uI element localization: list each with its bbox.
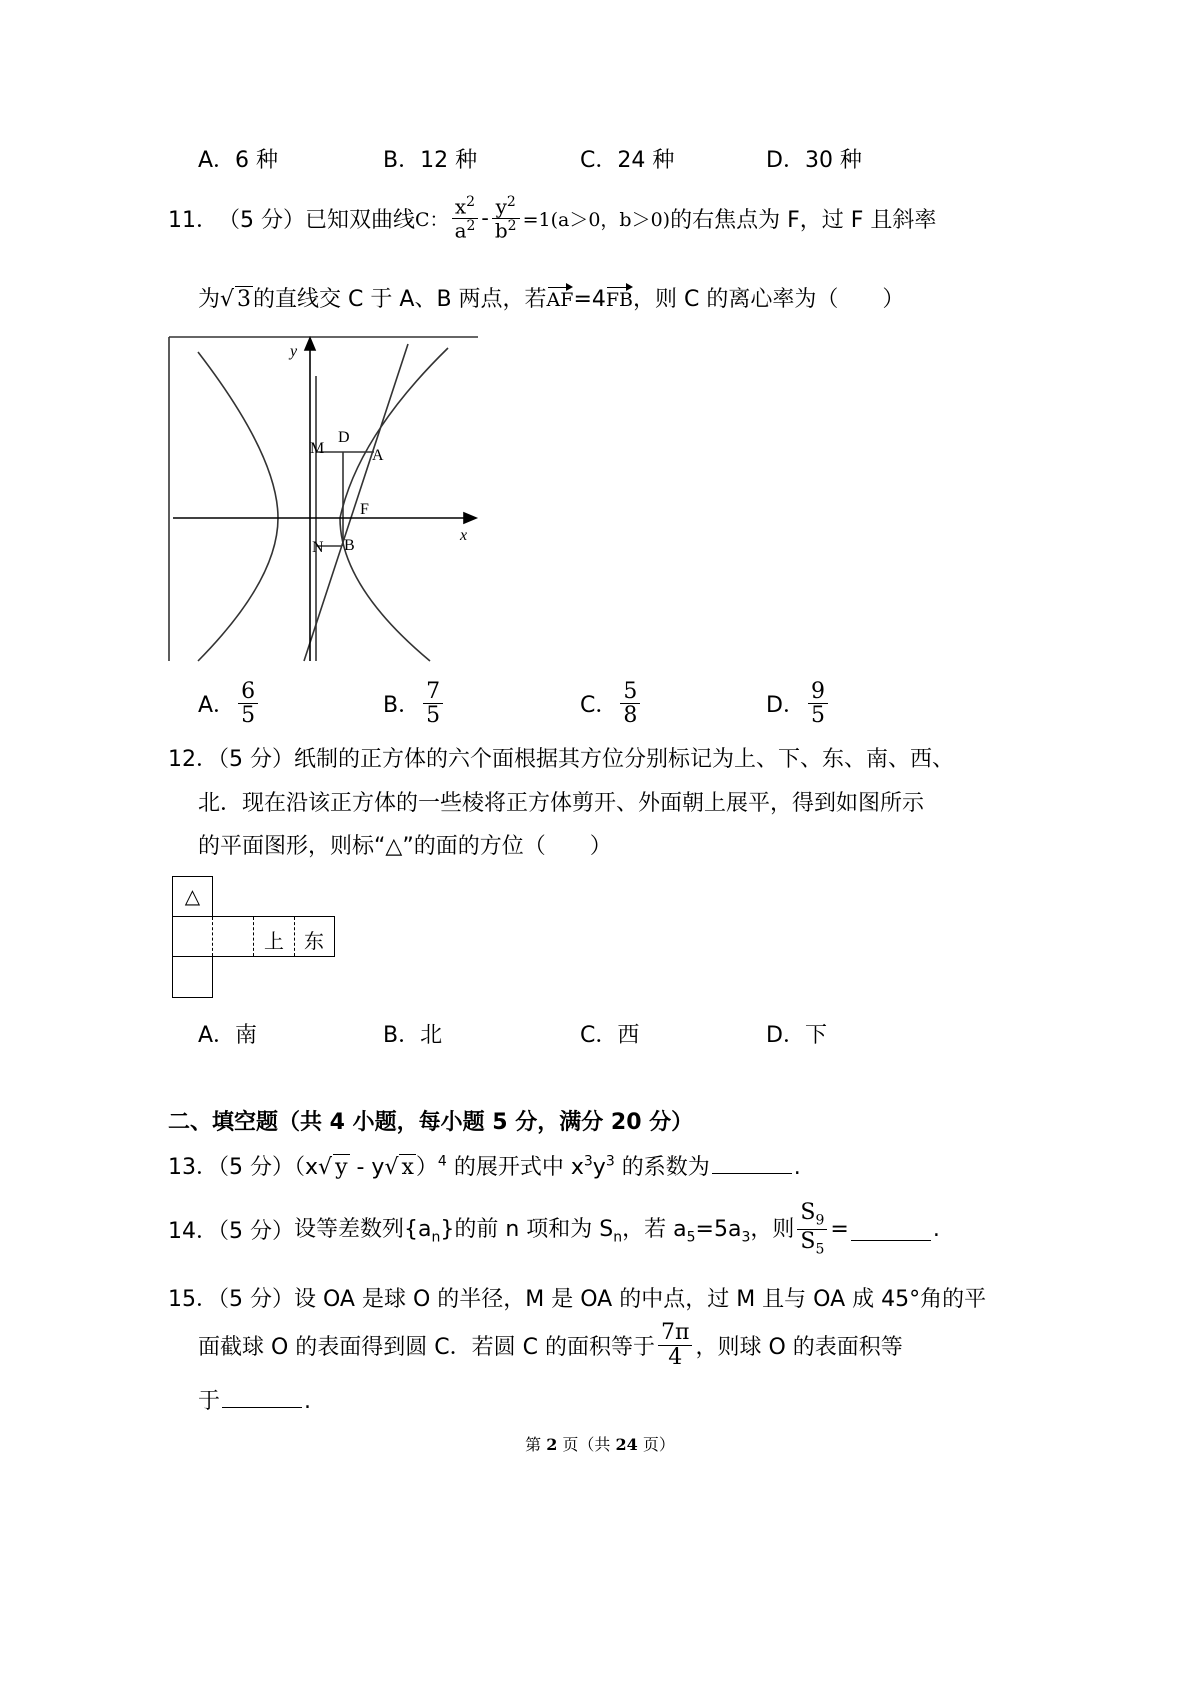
option-fraction — [238, 680, 258, 727]
footer-post: 页） — [637, 1435, 675, 1454]
s-letter: S — [800, 1228, 816, 1254]
q11-minus: - — [481, 205, 489, 231]
q14-sub3: 3 — [741, 1229, 751, 1246]
q13-exponent: 4 — [437, 1153, 447, 1170]
net-face-bottom — [172, 956, 213, 998]
q11-line2 — [198, 282, 904, 313]
q15-line3 — [198, 1384, 311, 1415]
label-y: y — [290, 343, 298, 360]
footer-total-pages: 24 — [615, 1435, 638, 1454]
q13-y: y — [592, 1155, 606, 1180]
q13-line — [168, 1150, 801, 1181]
q14-text3: ，若 a — [622, 1217, 687, 1243]
frac-y-num: $y^2$ — [492, 195, 520, 219]
q13-end: . — [793, 1155, 801, 1180]
q14-number: 14．（5 分） — [168, 1218, 294, 1244]
q11-number: 11． — [168, 207, 218, 233]
q14-sub5: 5 — [686, 1229, 696, 1246]
hyperbola-right-branch — [340, 348, 448, 661]
frac-den: 8 — [623, 703, 638, 729]
fold-line — [294, 917, 295, 956]
hyperbola-left-branch — [198, 352, 278, 661]
q15-line2 — [198, 1318, 903, 1372]
q14-text1: 设等差数列{a — [294, 1217, 432, 1243]
frac-y-den: $b^2$ — [494, 217, 517, 243]
label-d: D — [338, 429, 350, 446]
q13-minus: - y — [349, 1155, 385, 1180]
q14-text2: }的前 n 项和为 S — [440, 1217, 614, 1243]
frac-num: 7 — [423, 680, 443, 704]
q11-option-c — [580, 680, 643, 727]
q14-text5: ，则 — [750, 1217, 795, 1243]
q11-text-pre: 已知双曲线 — [305, 207, 416, 233]
q12-line1: 12．（5 分）纸制的正方体的六个面根据其方位分别标记为上、下、东、南、西、 — [168, 747, 954, 772]
q15-line2-pre: 面截球 O 的表面得到圆 C．若圆 C 的面积等于 — [198, 1334, 656, 1360]
q11-vector-af: AF — [546, 289, 574, 311]
footer-pre: 第 — [525, 1435, 547, 1454]
answer-blank[interactable] — [222, 1385, 302, 1408]
q14-text4: =5a — [695, 1217, 742, 1243]
footer-mid: 页（共 — [557, 1435, 616, 1454]
q14-eq: = — [830, 1216, 849, 1242]
q13-post: 的系数为 — [614, 1155, 710, 1180]
fold-line — [212, 917, 213, 956]
q11-text-post: 的右焦点为 F，过 F 且斜率 — [670, 207, 937, 233]
q11-option-d — [766, 680, 831, 727]
q14-sub-n: n — [613, 1229, 623, 1246]
option-label: A． — [198, 693, 236, 719]
answer-blank[interactable] — [851, 1218, 931, 1241]
option-fraction — [620, 680, 640, 727]
frac-num: 9 — [808, 680, 828, 704]
frac-num: 6 — [238, 680, 258, 704]
option-fraction — [423, 680, 443, 727]
q15-line3-text: 于 — [198, 1389, 221, 1414]
frac-den: 4 — [668, 1344, 683, 1370]
frac-num: 5 — [620, 680, 640, 704]
q11-vector-fb: FB — [605, 289, 634, 311]
q13-exp-y: 3 — [605, 1153, 615, 1170]
triangle-mark: △ — [184, 884, 201, 908]
net-face-east-label: 东 — [304, 929, 324, 953]
line-through-focus — [304, 344, 408, 661]
q11-score: （5 分） — [218, 207, 305, 233]
q13-number: 13．（5 分） — [168, 1155, 294, 1180]
option-fraction — [808, 680, 828, 727]
q13-paren-close: ） — [415, 1155, 438, 1180]
q10-option-a: A．6 种 — [198, 148, 279, 173]
q14-fraction — [797, 1201, 827, 1256]
q11-line1 — [168, 188, 936, 248]
q11-curve-cond: =1(a＞0，b＞0) — [522, 208, 671, 231]
q11-line2-mid: 的直线交 C 于 A、B 两点，若 — [253, 287, 547, 312]
frac-num: 7π — [658, 1321, 692, 1345]
q15-fraction — [658, 1321, 692, 1368]
page-footer — [0, 1432, 1200, 1455]
footer-page-number: 2 — [546, 1435, 558, 1454]
q11-option-b — [383, 680, 446, 727]
fold-line — [173, 956, 213, 957]
q10-option-d: D．30 种 — [766, 148, 862, 173]
label-m: M — [310, 440, 325, 457]
frac-x-num: $x^2$ — [452, 195, 479, 219]
q11-frac-y — [492, 195, 520, 241]
option-label: B． — [383, 693, 421, 719]
q12-option-a: A．南 — [198, 1023, 258, 1048]
sqrt-sign: √ — [220, 287, 235, 312]
label-a: A — [372, 447, 384, 464]
frac-den: 5 — [241, 703, 256, 729]
q12-option-c: C．西 — [580, 1023, 640, 1048]
s-sub: 5 — [815, 1240, 825, 1257]
q14-text — [294, 1212, 794, 1245]
q11-frac-x — [452, 195, 479, 241]
q12-line2: 北．现在沿该正方体的一些棱将正方体剪开、外面朝上展平，得到如图所示 — [198, 791, 925, 816]
q15-end: . — [304, 1389, 312, 1414]
x-axis-arrow — [464, 513, 476, 523]
section-title: 二、填空题（共 4 小题，每小题 5 分，满分 20 分） — [168, 1110, 694, 1135]
q14-line — [168, 1198, 940, 1260]
q11-curve-label: C： — [415, 208, 449, 231]
q10-option-c: C．24 种 — [580, 148, 675, 173]
answer-blank[interactable] — [712, 1151, 792, 1174]
q15-line2-post: ，则球 O 的表面积等 — [695, 1334, 903, 1360]
q11-option-a — [198, 680, 261, 727]
net-face-triangle — [172, 876, 213, 917]
q14-end: . — [932, 1216, 940, 1242]
net-face-top-label: 上 — [264, 929, 284, 953]
option-label: C． — [580, 693, 618, 719]
q12-option-b: B．北 — [383, 1023, 443, 1048]
q14-sub-n: n — [431, 1229, 441, 1246]
label-n: N — [312, 539, 324, 556]
q13-sqrt-x: x — [401, 1155, 414, 1180]
fold-line — [253, 917, 254, 956]
y-axis-arrow — [305, 338, 315, 350]
sqrt-sign: √ — [318, 1155, 333, 1180]
q13-paren-open: （x — [294, 1155, 319, 1180]
q13-text: 的展开式中 x — [446, 1155, 584, 1180]
q11-hyperbola-figure — [168, 336, 480, 662]
frac-num — [797, 1201, 827, 1229]
q11-line2-pre: 为 — [198, 287, 221, 312]
q10-option-b: B．12 种 — [383, 148, 478, 173]
q11-sqrt-value: 3 — [237, 287, 252, 312]
q15-line1: 15．（5 分）设 OA 是球 O 的半径，M 是 OA 的中点，过 M 且与 OA 成 45°角的平 — [168, 1287, 987, 1312]
label-x: x — [460, 527, 468, 544]
q12-line3: 的平面图形，则标“△”的面的方位（ ） — [198, 834, 612, 859]
q11-eq4: =4 — [573, 287, 606, 312]
frac-den: 5 — [810, 703, 825, 729]
frac-x-den: $a^2$ — [454, 217, 476, 243]
frac-den: 5 — [426, 703, 441, 729]
q11-line2-post: ，则 C 的离心率为（ ） — [633, 287, 905, 312]
s-letter: S — [800, 1200, 816, 1226]
q13-exp-x: 3 — [583, 1153, 593, 1170]
label-f: F — [360, 501, 369, 518]
s-sub: 9 — [815, 1212, 825, 1229]
q12-option-d: D．下 — [766, 1023, 827, 1048]
option-label: D． — [766, 693, 805, 719]
label-b: B — [344, 537, 355, 554]
sqrt-sign: √ — [384, 1155, 399, 1180]
frac-den — [797, 1230, 827, 1257]
fold-line — [173, 916, 213, 917]
q13-sqrt-y: y — [335, 1155, 348, 1180]
